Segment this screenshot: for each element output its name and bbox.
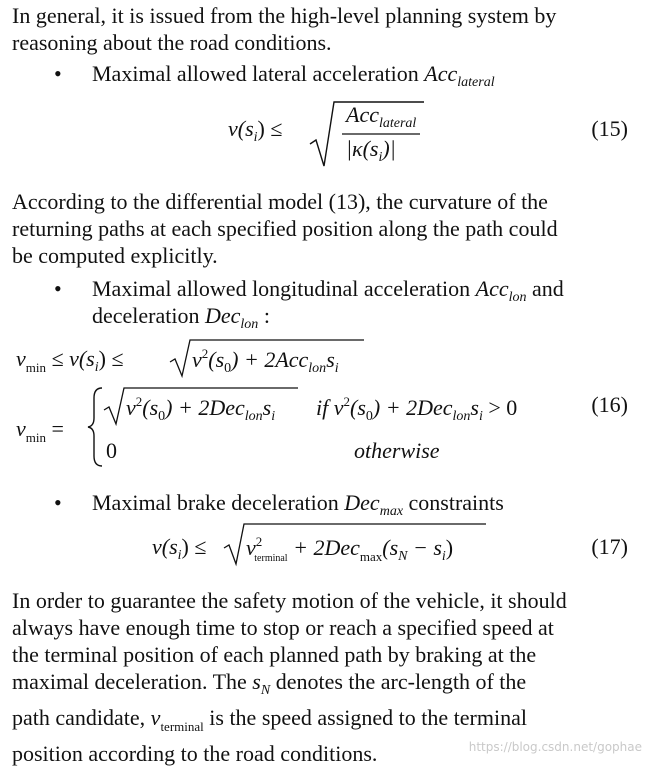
bullet-dot: • (54, 61, 62, 86)
equation-number-17: (17) (591, 534, 628, 559)
eq17-minus-s: − s (407, 535, 442, 560)
watermark: https://blog.csdn.net/gophae (468, 740, 642, 754)
eq15-rel: ) ≤ (257, 116, 283, 141)
para3-line-2: always have enough time to stop or reach a specified speed at (12, 615, 554, 640)
eq16b-s: s (262, 395, 272, 420)
eq16a-rel1: ≤ v(s (51, 346, 95, 371)
eq17-close: ) (445, 535, 454, 560)
equation-16a (16, 338, 376, 378)
para3-sN-sub: N (260, 683, 271, 698)
symbol-acc-lon: Acc (475, 276, 509, 301)
eq16a-zero: 0 (224, 361, 232, 376)
eq16a-s: s (326, 347, 335, 372)
equation-number-15: (15) (591, 116, 628, 141)
eq16b-cond-square: 2 (343, 394, 350, 409)
eq16b-zero-case: 0 (106, 438, 117, 463)
eq17-terminal: terminal (254, 553, 288, 564)
intro-paragraph (12, 2, 630, 56)
eq16b-if: if (316, 395, 329, 420)
eq16b-square: 2 (135, 394, 143, 409)
bullet-longitudinal-text: Maximal allowed longitudinal acceleration (92, 276, 476, 301)
eq15-den-sub: i (378, 150, 383, 165)
para2-line-2: returning paths at each specified position along the path could (12, 216, 558, 241)
eq16b-lon: lon (244, 409, 263, 424)
eq16b-rad-dec: ) + 2Dec (165, 395, 245, 420)
symbol-sub-lon: lon (508, 290, 527, 305)
para3-v-terminal: terminal (160, 719, 204, 734)
para3-line-5b: is the speed assigned to the terminal (203, 705, 527, 730)
eq17-s: (s (382, 535, 399, 560)
symbol-acc: Acc (424, 61, 458, 86)
eq16a-rad-acc: ) + 2Acc (231, 347, 309, 372)
eq16a-rad-v: v (192, 347, 202, 372)
eq16a-vmin-sub: min (25, 360, 46, 375)
eq15-den-end: )| (382, 136, 396, 161)
eq16a-isub: i (94, 360, 99, 375)
curvature-paragraph (12, 188, 630, 269)
bullet-lateral-text: Maximal allowed lateral acceleration (92, 61, 425, 86)
equation-15 (228, 100, 528, 170)
eq17-max: max (359, 549, 383, 564)
eq17-lhs-sub: i (177, 548, 182, 563)
para3-sN: s (252, 669, 261, 694)
symbol-dec-lon: Dec (205, 303, 241, 328)
bullet-longitudinal-colon: : (258, 303, 270, 328)
eq17-i: i (441, 549, 446, 564)
eq15-denominator: |κ(s (346, 136, 379, 161)
eq16b-cond-s2: s (470, 395, 479, 420)
eq16b-equals: = (51, 416, 64, 441)
bullet-dot: • (54, 490, 62, 515)
bullet-longitudinal-line2: deceleration (92, 303, 205, 328)
equation-number-16: (16) (591, 392, 628, 417)
para3-line-4a: maximal deceleration. The (12, 669, 253, 694)
para2-line-3: be computed explicitly. (12, 243, 218, 268)
bullet-brake-text: Maximal brake deceleration (92, 490, 345, 515)
intro-line-1: In general, it is issued from the high-level planning system by (12, 3, 557, 28)
para3-v: v (150, 705, 161, 730)
eq17-N: N (398, 549, 408, 564)
eq16a-lon: lon (308, 361, 327, 376)
bullet-brake-tail: constraints (403, 490, 504, 515)
eq16a-v: v (16, 346, 26, 371)
para3-line-3: the terminal position of each planned path by braking at the (12, 642, 537, 667)
symbol-sub-lon-2: lon (240, 317, 259, 332)
eq16b-zero: 0 (158, 409, 166, 424)
eq16b-cond-v: v (333, 395, 344, 420)
eq15-lhs-sub: i (253, 130, 258, 145)
eq16b-cond-lon: lon (452, 409, 471, 424)
eq16b-rad-v: v (126, 395, 136, 420)
eq17-lhs: v(s (152, 534, 178, 559)
symbol-dec-max: Dec (344, 490, 380, 515)
eq16b-cond-s: (s (350, 395, 366, 420)
eq16b-rad-s: (s (142, 395, 159, 420)
eq17-square: 2 (255, 534, 263, 549)
eq16b-v: v (16, 416, 26, 441)
eq16b-cond-dec: ) + 2Dec (372, 395, 453, 420)
eq15-numerator: Acc (346, 102, 379, 127)
eq16b-cond-zero: 0 (365, 409, 373, 424)
para3-line-4b: denotes the arc-length of the (270, 669, 527, 694)
bullet-dot: • (54, 276, 62, 301)
para3-line-5a: path candidate, (12, 705, 151, 730)
eq16b-cond-i: i (478, 409, 483, 424)
eq16a-rel2: ) ≤ (98, 346, 124, 371)
eq16b-i: i (271, 409, 276, 424)
eq16a-rad-s: (s (208, 347, 225, 372)
eq16a-i: i (334, 361, 339, 376)
equation-16b (16, 386, 576, 468)
equation-17 (152, 522, 512, 566)
para3-line-1: In order to guarantee the safety motion of the vehicle, it should (12, 588, 567, 613)
eq15-num-sub: lateral (378, 116, 417, 131)
eq17-v: v (246, 535, 256, 560)
bullet-longitudinal-and: and (526, 276, 564, 301)
para3-line-6: position according to the road conditions. (12, 741, 378, 766)
para2-line-1: According to the differential model (13), the curvature of the (12, 189, 548, 214)
intro-line-2: reasoning about the road conditions. (12, 30, 332, 55)
symbol-sub-lateral: lateral (457, 75, 495, 90)
eq16b-vmin-sub: min (25, 430, 46, 445)
eq16b-cond-gt: > 0 (482, 395, 518, 420)
eq17-rel: ) ≤ (181, 534, 207, 559)
eq17-dec: + 2Dec (287, 535, 360, 560)
eq16b-otherwise: otherwise (354, 438, 440, 463)
symbol-sub-max: max (379, 504, 404, 519)
eq15-lhs: v(s (228, 116, 254, 141)
eq16a-square: 2 (201, 346, 209, 361)
